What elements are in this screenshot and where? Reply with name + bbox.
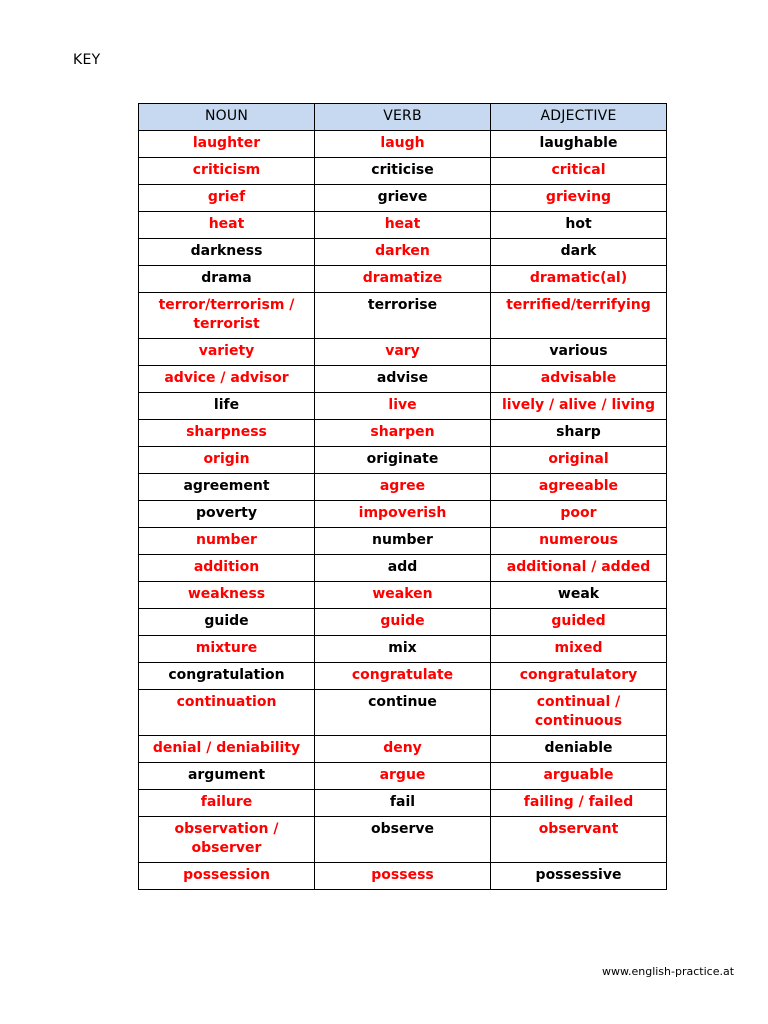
table-row [139, 158, 667, 185]
cell-noun: observation / observer [139, 817, 315, 863]
table-row [139, 501, 667, 528]
cell-verb: guide [315, 609, 491, 636]
cell-noun: possession [139, 863, 315, 890]
cell-verb: live [315, 393, 491, 420]
cell-noun: denial / deniability [139, 736, 315, 763]
table-row [139, 420, 667, 447]
cell-verb: fail [315, 790, 491, 817]
table-row [139, 393, 667, 420]
cell-adjective: guided [491, 609, 667, 636]
cell-verb: originate [315, 447, 491, 474]
cell-noun: life [139, 393, 315, 420]
cell-verb: congratulate [315, 663, 491, 690]
cell-adjective: original [491, 447, 667, 474]
cell-verb: grieve [315, 185, 491, 212]
table-row [139, 663, 667, 690]
cell-adjective: hot [491, 212, 667, 239]
cell-verb: heat [315, 212, 491, 239]
table-row [139, 474, 667, 501]
table-row [139, 582, 667, 609]
cell-adjective: agreeable [491, 474, 667, 501]
cell-noun: origin [139, 447, 315, 474]
table-row [139, 817, 667, 863]
cell-verb: sharpen [315, 420, 491, 447]
cell-noun: grief [139, 185, 315, 212]
table-row [139, 185, 667, 212]
cell-adjective: arguable [491, 763, 667, 790]
table-row [139, 763, 667, 790]
cell-adjective: lively / alive / living [491, 393, 667, 420]
cell-noun: number [139, 528, 315, 555]
cell-verb: number [315, 528, 491, 555]
table-header [139, 104, 667, 131]
header-adjective: ADJECTIVE [491, 104, 667, 131]
cell-noun: terror/terrorism / terrorist [139, 293, 315, 339]
cell-verb: deny [315, 736, 491, 763]
cell-adjective: failing / failed [491, 790, 667, 817]
cell-verb: advise [315, 366, 491, 393]
cell-adjective: critical [491, 158, 667, 185]
cell-noun: mixture [139, 636, 315, 663]
header-row [139, 104, 667, 131]
cell-noun: guide [139, 609, 315, 636]
table-row [139, 609, 667, 636]
header-noun: NOUN [139, 104, 315, 131]
cell-adjective: advisable [491, 366, 667, 393]
cell-noun: sharpness [139, 420, 315, 447]
cell-adjective: continual / continuous [491, 690, 667, 736]
table-body [139, 131, 667, 890]
key-label: KEY [73, 52, 101, 68]
cell-adjective: mixed [491, 636, 667, 663]
cell-adjective: possessive [491, 863, 667, 890]
table-row [139, 366, 667, 393]
cell-verb: add [315, 555, 491, 582]
cell-adjective: numerous [491, 528, 667, 555]
cell-verb: argue [315, 763, 491, 790]
cell-noun: criticism [139, 158, 315, 185]
cell-noun: argument [139, 763, 315, 790]
cell-noun: weakness [139, 582, 315, 609]
cell-adjective: poor [491, 501, 667, 528]
cell-verb: criticise [315, 158, 491, 185]
cell-adjective: observant [491, 817, 667, 863]
cell-noun: drama [139, 266, 315, 293]
cell-adjective: weak [491, 582, 667, 609]
cell-verb: dramatize [315, 266, 491, 293]
table-row [139, 239, 667, 266]
table-row [139, 863, 667, 890]
table-row [139, 131, 667, 158]
cell-adjective: grieving [491, 185, 667, 212]
table-row [139, 212, 667, 239]
cell-verb: terrorise [315, 293, 491, 339]
cell-noun: congratulation [139, 663, 315, 690]
cell-verb: agree [315, 474, 491, 501]
table-row [139, 555, 667, 582]
cell-adjective: congratulatory [491, 663, 667, 690]
table-row [139, 293, 667, 339]
cell-noun: addition [139, 555, 315, 582]
table-row [139, 736, 667, 763]
table-row [139, 447, 667, 474]
footer-website: www.english-practice.at [602, 965, 735, 978]
table-row [139, 266, 667, 293]
cell-noun: heat [139, 212, 315, 239]
cell-verb: observe [315, 817, 491, 863]
cell-noun: agreement [139, 474, 315, 501]
cell-noun: poverty [139, 501, 315, 528]
cell-noun: advice / advisor [139, 366, 315, 393]
cell-adjective: terrified/terrifying [491, 293, 667, 339]
header-verb: VERB [315, 104, 491, 131]
cell-adjective: dramatic(al) [491, 266, 667, 293]
table-row [139, 690, 667, 736]
cell-verb: continue [315, 690, 491, 736]
cell-adjective: various [491, 339, 667, 366]
cell-noun: darkness [139, 239, 315, 266]
table-row [139, 790, 667, 817]
cell-verb: possess [315, 863, 491, 890]
cell-verb: vary [315, 339, 491, 366]
cell-adjective: laughable [491, 131, 667, 158]
table-row [139, 636, 667, 663]
cell-verb: darken [315, 239, 491, 266]
cell-verb: laugh [315, 131, 491, 158]
table-row [139, 339, 667, 366]
cell-noun: continuation [139, 690, 315, 736]
cell-adjective: sharp [491, 420, 667, 447]
cell-verb: weaken [315, 582, 491, 609]
cell-verb: mix [315, 636, 491, 663]
cell-adjective: additional / added [491, 555, 667, 582]
cell-noun: variety [139, 339, 315, 366]
cell-adjective: deniable [491, 736, 667, 763]
word-forms-table [138, 103, 667, 890]
table-row [139, 528, 667, 555]
cell-noun: laughter [139, 131, 315, 158]
cell-verb: impoverish [315, 501, 491, 528]
cell-noun: failure [139, 790, 315, 817]
cell-adjective: dark [491, 239, 667, 266]
